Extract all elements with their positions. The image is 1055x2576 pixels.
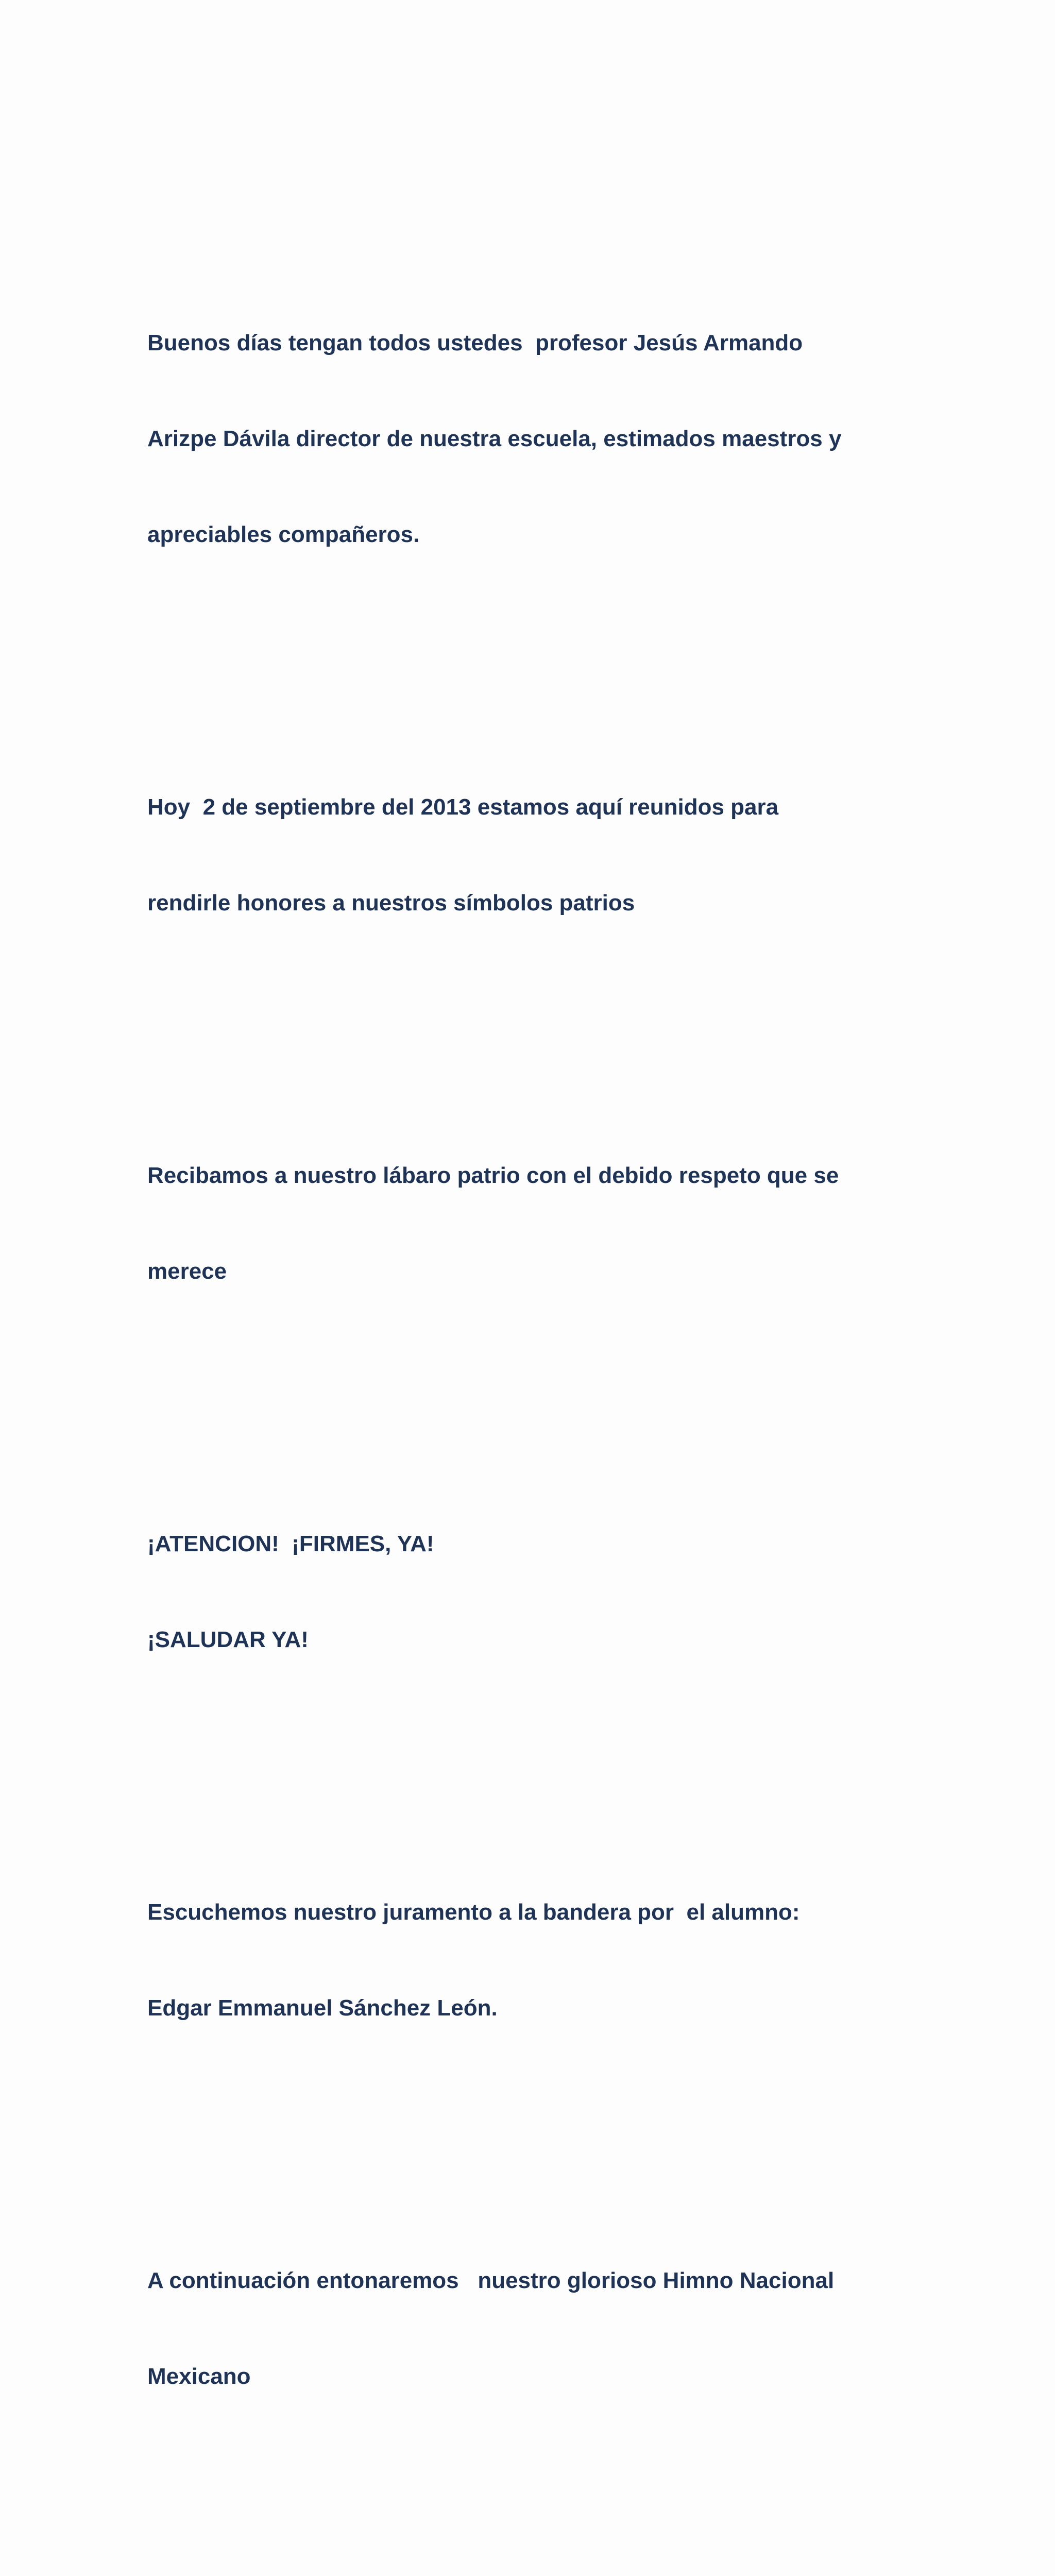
paragraph-receive-flag (147, 1096, 920, 1351)
text-line: Arizpe Dávila director de nuestra escuela, estimados maestros y (147, 426, 842, 451)
text-line: Escuchemos nuestro juramento a la bandera por el alumno: (147, 1900, 800, 1925)
text-line: ¡SALUDAR YA! (147, 1627, 309, 1652)
text-line: Mexicano (147, 2364, 251, 2389)
document-body (147, 167, 920, 2576)
paragraph-greeting (147, 263, 920, 615)
paragraph-farewell-flag (147, 2569, 920, 2576)
text-line: ¡ATENCION! ¡FIRMES, YA! (147, 1531, 434, 1556)
text-line: Buenos días tengan todos ustedes profesor Jesús Armando (147, 330, 803, 355)
paragraph-oath (147, 1833, 920, 2088)
text-line: merece (147, 1259, 227, 1284)
text-line: rendirle honores a nuestros símbolos patrios (147, 890, 635, 916)
text-line: Hoy 2 de septiembre del 2013 estamos aquí reunidos para (147, 794, 779, 820)
paragraph-date (147, 727, 920, 983)
text-line: Recibamos a nuestro lábaro patrio con el debido respeto que se (147, 1163, 839, 1188)
paragraph-national-anthem (147, 2201, 920, 2456)
text-line: A continuación entonaremos nuestro glorioso Himno Nacional (147, 2268, 835, 2293)
text-line: apreciables compañeros. (147, 522, 420, 547)
text-line: Edgar Emmanuel Sánchez León. (147, 1995, 498, 2021)
paragraph-command-attention (147, 1464, 920, 1720)
